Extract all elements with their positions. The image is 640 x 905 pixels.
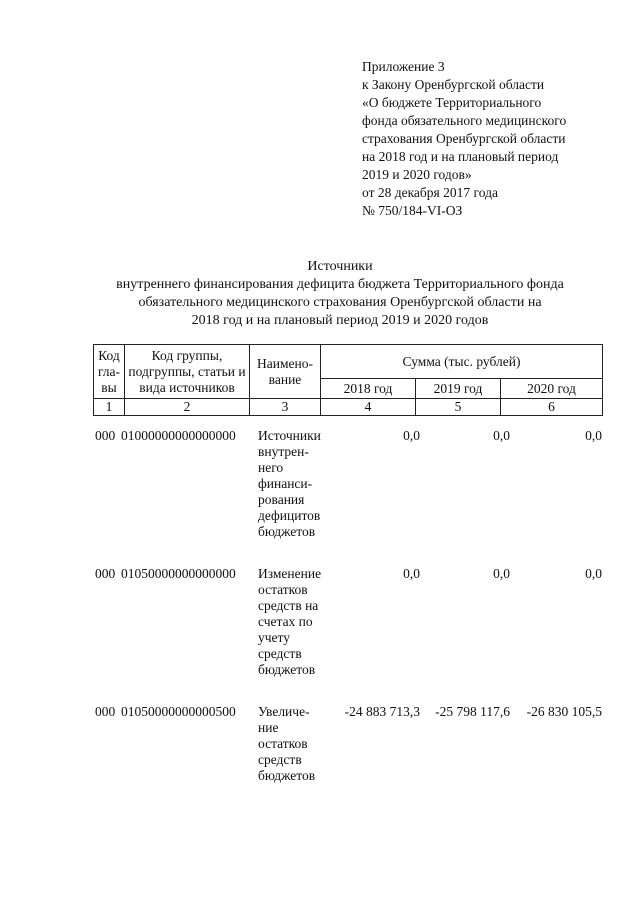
title-line: 2018 год и на плановый период 2019 и 2020 годов — [191, 313, 489, 328]
appendix-line: «О бюджете Территориального — [362, 95, 542, 110]
row-glava: 000 — [95, 704, 116, 719]
header-num: 1 — [94, 399, 125, 416]
row-code: 01050000000000000 — [121, 566, 236, 581]
row-value-2019: 0,0 — [493, 566, 510, 581]
appendix-block — [362, 58, 622, 220]
header-sum: Сумма (тыс. рублей) — [321, 345, 603, 379]
header-year-2018: 2018 год — [321, 379, 416, 399]
header-name: Наимено- вание — [250, 345, 321, 399]
appendix-line: Приложение 3 — [362, 59, 445, 74]
document-title — [60, 258, 620, 330]
title-word: Источники — [307, 259, 373, 274]
row-code: 01000000000000000 — [121, 428, 236, 443]
row-value-2019: -25 798 117,6 — [435, 704, 510, 719]
table-row — [0, 428, 640, 548]
appendix-line: № 750/184-VI-ОЗ — [362, 203, 463, 218]
header-year-2020: 2020 год — [501, 379, 603, 399]
table-header — [93, 344, 603, 416]
table-row — [0, 704, 640, 794]
appendix-line: страхования Оренбургской области — [362, 131, 566, 146]
row-code: 01050000000000500 — [121, 704, 236, 719]
row-value-2020: 0,0 — [585, 566, 602, 581]
title-line: внутреннего финансирования дефицита бюджета Территориального фонда — [116, 277, 564, 292]
row-value-2020: -26 830 105,5 — [526, 704, 602, 719]
row-glava: 000 — [95, 566, 116, 581]
row-name: Изменение остатков средств на счетах по учету средств бюджетов — [258, 566, 322, 677]
title-line: обязательного медицинского страхования Оренбургской области на — [138, 295, 542, 310]
header-year-2019: 2019 год — [416, 379, 501, 399]
header-num: 3 — [250, 399, 321, 416]
appendix-line: от 28 декабря 2017 года — [362, 185, 498, 200]
row-glava: 000 — [95, 428, 116, 443]
appendix-line: на 2018 год и на плановый период — [362, 149, 559, 164]
header-glava: Код гла- вы — [94, 345, 125, 399]
header-num: 4 — [321, 399, 416, 416]
row-value-2018: 0,0 — [403, 566, 420, 581]
row-value-2018: -24 883 713,3 — [344, 704, 420, 719]
header-code: Код группы, подгруппы, статьи и вида источников — [125, 345, 250, 399]
row-value-2019: 0,0 — [493, 428, 510, 443]
appendix-line: фонда обязательного медицинского — [362, 113, 567, 128]
appendix-line: 2019 и 2020 годов» — [362, 167, 472, 182]
appendix-line: к Закону Оренбургской области — [362, 77, 545, 92]
header-num: 5 — [416, 399, 501, 416]
header-num: 6 — [501, 399, 603, 416]
row-value-2018: 0,0 — [403, 428, 420, 443]
row-value-2020: 0,0 — [585, 428, 602, 443]
row-name: Увеличе- ние остатков средств бюджетов — [258, 704, 316, 783]
table-row — [0, 566, 640, 686]
row-name: Источники внутрен- него финанси- рования дефицитов бюджетов — [258, 428, 321, 539]
header-num: 2 — [125, 399, 250, 416]
